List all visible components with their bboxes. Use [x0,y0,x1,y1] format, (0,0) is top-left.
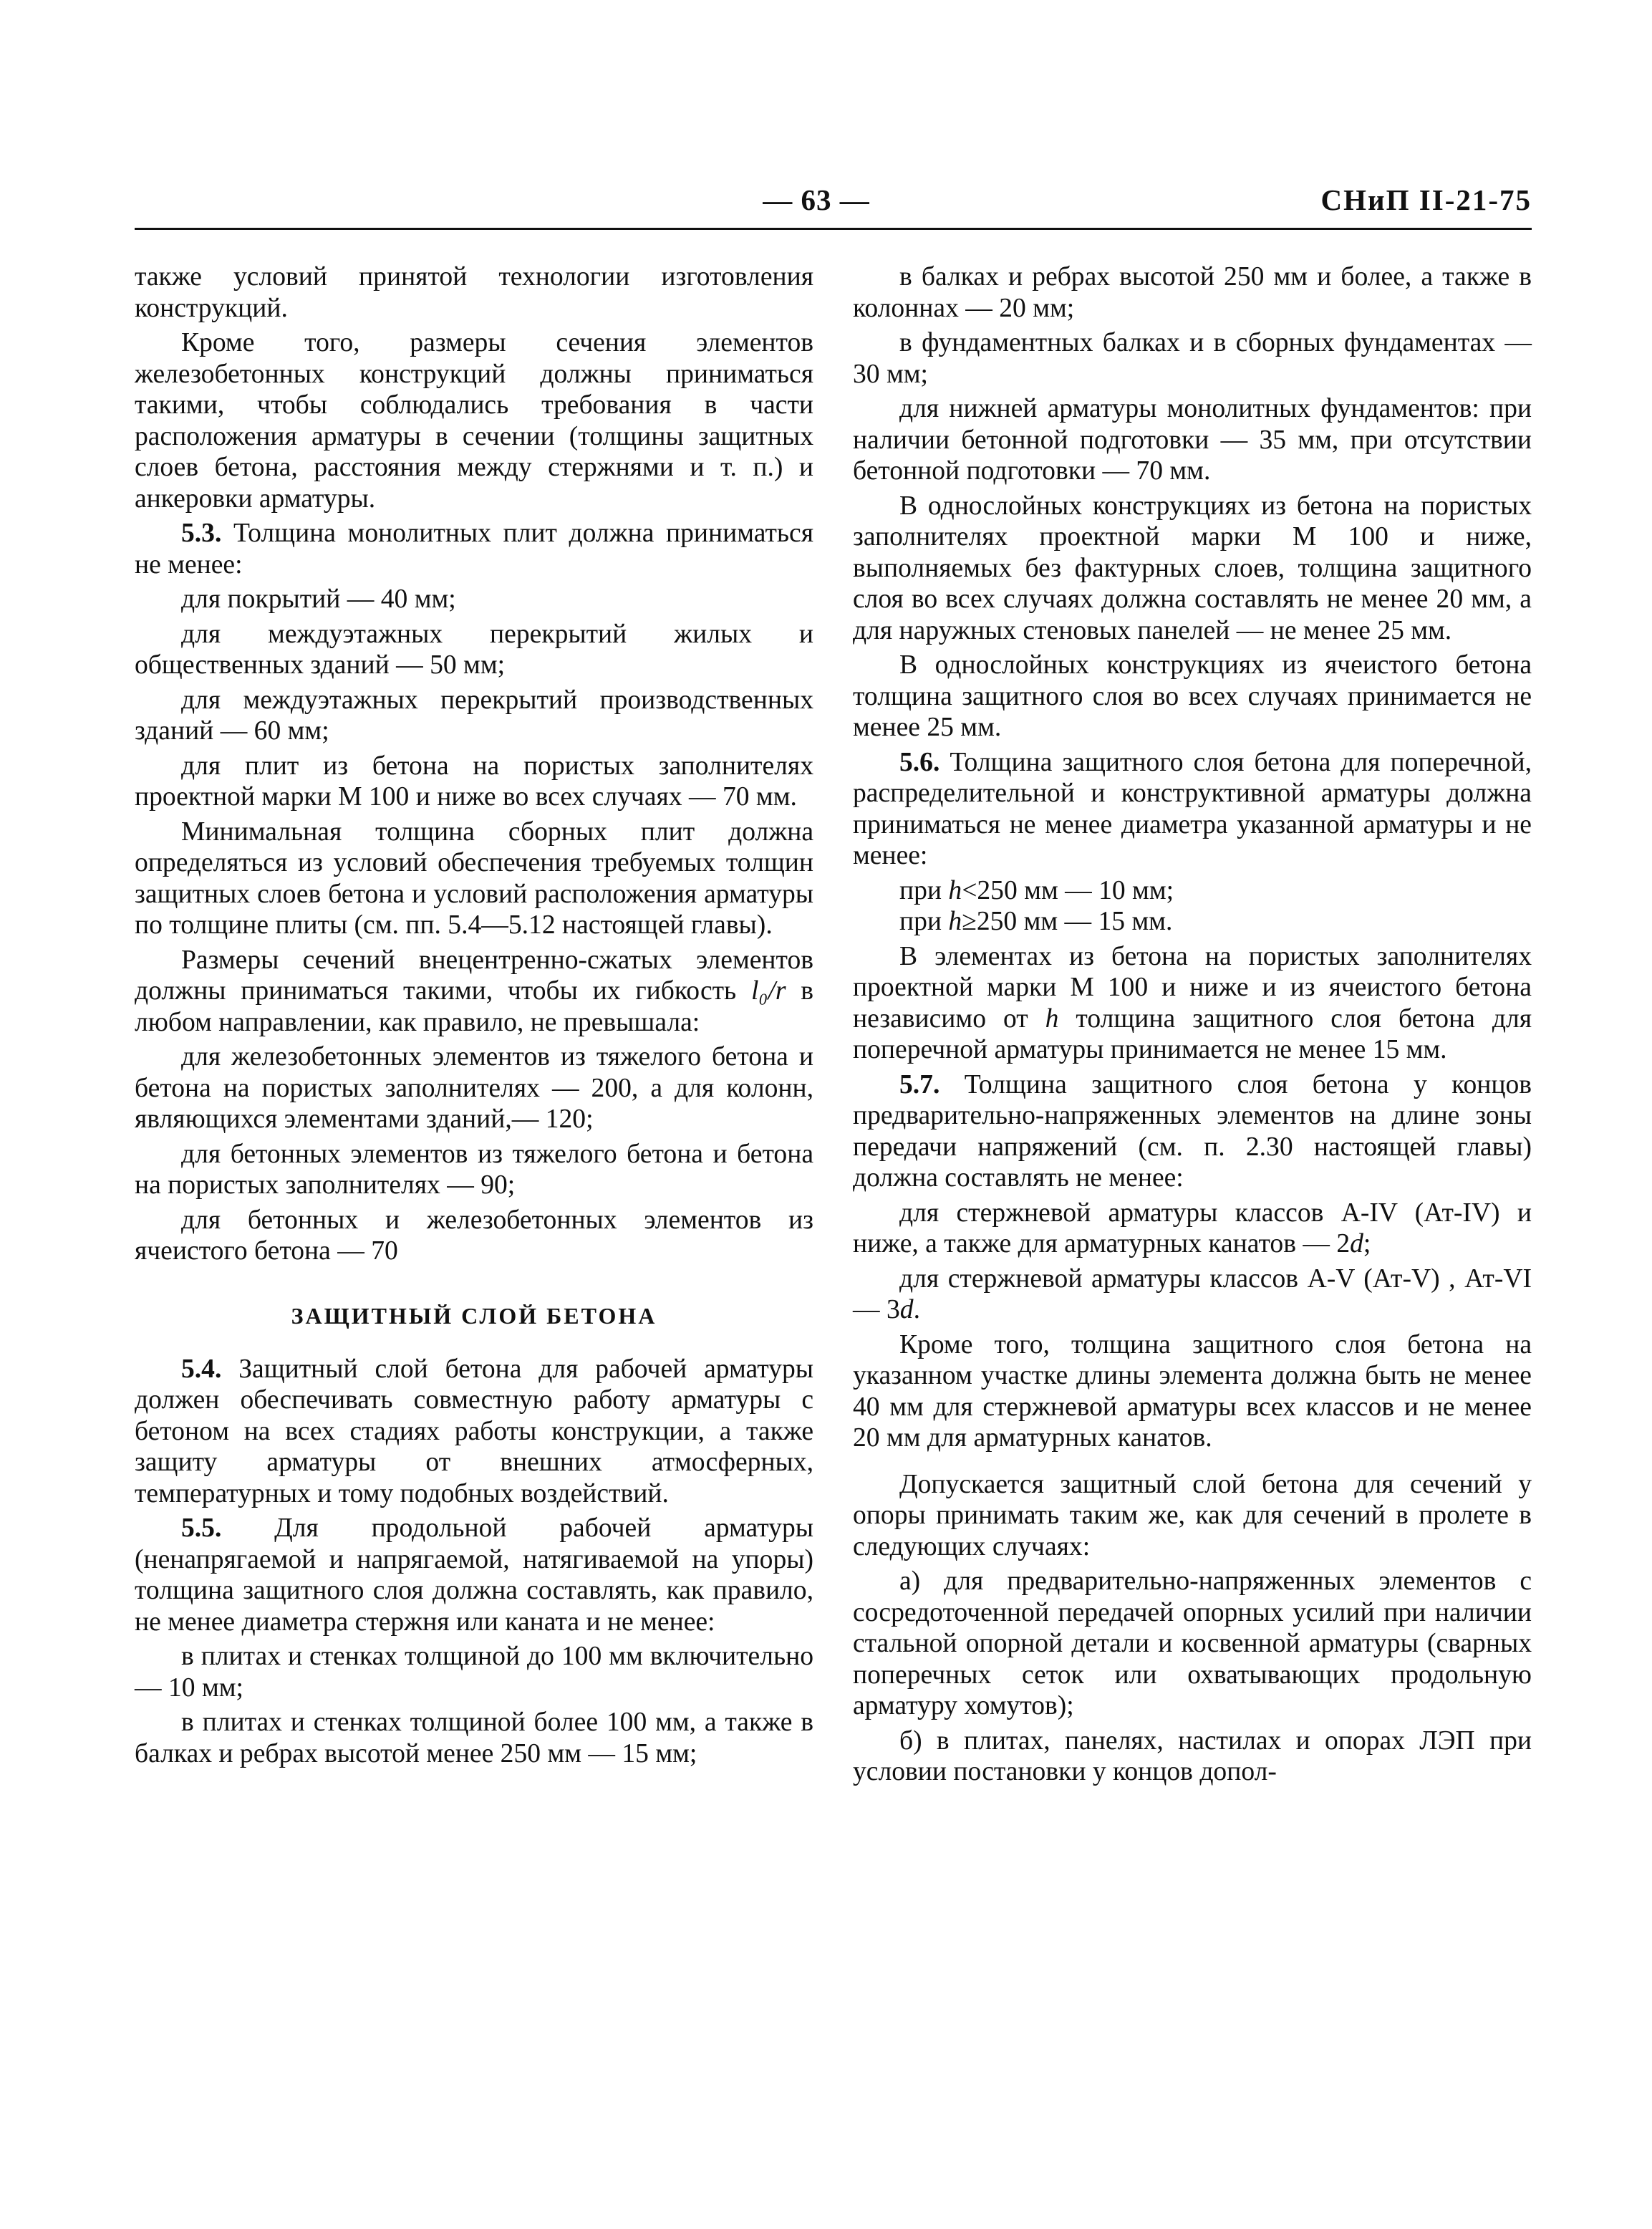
clause-number: 5.4. [181,1354,222,1384]
clause-number: 5.6. [899,747,940,777]
variable: h [948,907,962,936]
page-number: — 63 — [763,183,870,216]
variable: h [1045,1003,1059,1034]
list-item: для покрытий — 40 мм; [181,584,456,614]
paragraph: В однослойных конструкциях из ячеистого бетона толщина защитного слоя во всех случаях принимается не менее 25 мм. [853,650,1532,742]
item-text: при [899,875,949,905]
left-column [135,261,813,1773]
header-rule [135,228,1532,230]
clause-number: 5.3. [181,519,222,548]
paragraph: также условий принятой технологии изготовления конструкций. [135,262,813,323]
right-column [853,261,1532,1791]
clause-text: Толщина защитного слоя бетона у концов предварительно-напряженных элементов на длине зоны передачи напряжений (см. п. 2.30 настоящей главы) должна составлять не менее: [853,1069,1532,1193]
list-item [853,1263,1532,1326]
section-title: ЗАЩИТНЫЙ СЛОЙ БЕТОНА [291,1302,657,1329]
item-text: при [899,907,949,936]
item-text: ; [1363,1229,1371,1258]
list-item: а) для предварительно-напряженных элементов с сосредоточенной передачей опорных усилий при наличии стальной опорной детали и косвенной арматуры (сварных поперечных сеток или охватывающих продольную арматуру хомутов); [853,1566,1532,1720]
spacer [853,1458,1532,1469]
clause-5-6 [853,747,1532,872]
clause-text: Защитный слой бетона для рабочей арматуры должен обеспечивать совместную работу арматуры с бетоном на всех стадиях работы конструкции, а также защиту арматуры от внешних атмосферных, температурных и тому подобных воздействий. [135,1354,813,1508]
list-item: в плитах и стенках толщиной до 100 мм включительно — 10 мм; [135,1642,813,1703]
paragraph: В однослойных конструкциях из бетона на пористых заполнителях проектной марки М 100 и ниже, выполняемых без фактурных слоев, толщина защитного слоя во всех случаях должна составлять не менее 20 мм, а для наружных стеновых панелей — не менее 25 мм. [853,491,1532,645]
paragraph: Кроме того, толщина защитного слоя бетона на указанном участке длины элемента должна быть не менее 40 мм для стержневой арматуры всех классов и не менее 20 мм для арматурных канатов. [853,1329,1532,1453]
list-item: в плитах и стенках толщиной более 100 мм, а также в балках и ребрах высотой менее 250 мм — 15 мм; [135,1708,813,1768]
clause-text: Для продольной рабочей арматуры (ненапрягаемой и напрягаемой, натягиваемой на упоры) толщина защитного слоя должна составлять, как правило, не менее диаметра стержня или каната и не менее: [135,1513,813,1637]
list-item: для нижней арматуры монолитных фундаментов: при наличии бетонной подготовки — 35 мм, при отсутствии бетонной подготовки — 70 мм. [853,394,1532,486]
paragraph-text: толщина защитного слоя бетона для поперечной арматуры принимается не менее 15 мм. [853,1003,1532,1064]
variable: d [899,1295,914,1324]
list-item: для бетонных и железобетонных элементов из ячеистого бетона — 70 [135,1205,813,1266]
list-item: для плит из бетона на пористых заполнителях проектной марки М 100 и ниже во всех случаях — 70 мм. [135,751,813,812]
variable: d [1350,1229,1363,1258]
list-item: для междуэтажных перекрытий жилых и общественных зданий — 50 мм; [135,619,813,680]
item-text: для стержневой арматуры классов А-V (Ат-V) , Ат-VI — 3 [853,1263,1532,1324]
paragraph [853,941,1532,1066]
item-text: . [913,1295,920,1324]
item-text: <250 мм — 10 мм; [962,875,1174,905]
list-item: для бетонных элементов из тяжелого бетона и бетона на пористых заполнителях — 90; [135,1139,813,1200]
clause-text: Толщина защитного слоя бетона для поперечной, распределительной и конструктивной арматуры должна приниматься не менее диаметра указанной арматуры и не менее: [853,747,1532,870]
paragraph: Допускается защитный слой бетона для сечений у опоры принимать таким же, как для сечений в пролете в следующих случаях: [853,1469,1532,1561]
clause-5-4 [135,1354,813,1510]
clause-5-5 [135,1513,813,1637]
list-item [853,875,1532,907]
list-item [853,906,1532,938]
paragraph: Минимальная толщина сборных плит должна определяться из условий обеспечения требуемых толщин защитных слоев бетона и условий расположения арматуры по толщине плиты (см. пп. 5.4—5.12 настоящей главы). [135,817,813,940]
list-item: для междуэтажных перекрытий производственных зданий — 60 мм; [135,685,813,746]
paragraph [135,945,813,1039]
paragraph-text: В элементах из бетона на пористых заполнителях проектной марки М 100 и ниже и из ячеистого бетона независимо от [853,941,1532,1034]
variable: h [948,875,962,905]
paragraph-text: Размеры сечений внецентренно-сжатых элементов должны приниматься такими, чтобы их гибкость [135,945,813,1006]
list-item: в фундаментных балках и в сборных фундаментах — 30 мм; [853,328,1532,389]
list-item: б) в плитах, панелях, настилах и опорах ЛЭП при условии постановки у концов допол- [853,1725,1532,1786]
formula: l₀/r [750,976,786,1006]
document-code: СНиП II-21-75 [1320,183,1532,216]
clause-number: 5.5. [181,1513,222,1543]
list-item: для железобетонных элементов из тяжелого бетона и бетона на пористых заполнителях — 200, а для колонн, являющихся элементами зданий,— 120; [135,1042,813,1134]
clause-number: 5.7. [899,1069,940,1099]
paragraph-text: в любом направлении, как правило, не превышала: [135,976,813,1037]
item-text: ≥250 мм — 15 мм. [962,907,1173,936]
list-item [853,1198,1532,1260]
clause-5-3 [135,518,813,580]
paragraph: Кроме того, размеры сечения элементов железобетонных конструкций должны приниматься такими, чтобы соблюдались требования в части расположения арматуры в сечении (толщины защитных слоев бетона, расстояния между стержнями и т. п.) и анкеровки арматуры. [135,328,813,514]
list-item: в балках и ребрах высотой 250 мм и более, а также в колоннах — 20 мм; [853,262,1532,323]
clause-5-7 [853,1069,1532,1194]
clause-text: Толщина монолитных плит должна приниматься не менее: [135,519,813,579]
item-text: для стержневой арматуры классов А-IV (Ат-IV) и ниже, а также для арматурных канатов — 2 [853,1198,1532,1258]
